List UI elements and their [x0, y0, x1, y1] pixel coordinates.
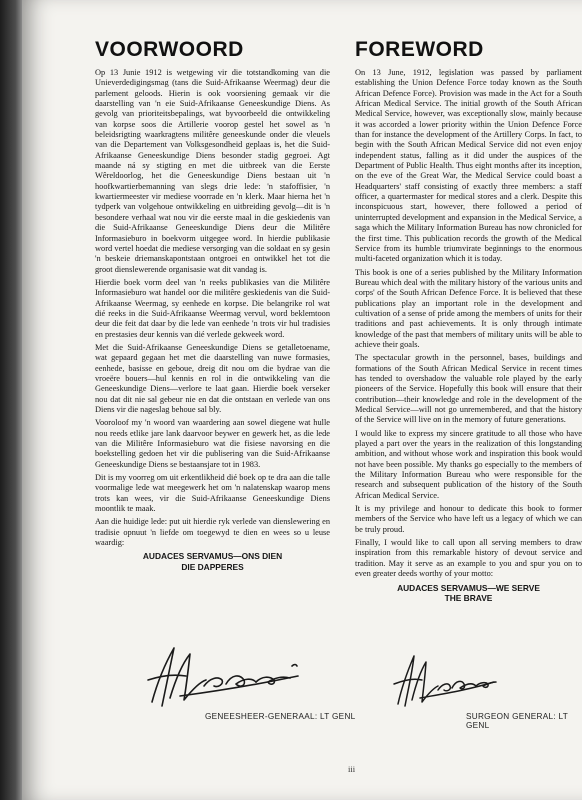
afrikaans-paragraph: Hierdie boek vorm deel van 'n reeks publikasies van die Militêre Informasieburo wat handel oor die militêre geskiedenis van die Suid-Afrikaanse Weermag, sy eenhede en korpse. Die belangrike rol wat dié reeks in die Suid-Afrikaanse Weermag vervul, word beklemtoon deur die feit dat daar by die lede van eenhede 'n trots vir hul tradisies en prestasies deur kennis van dié verlede gekweek word.: [95, 277, 330, 339]
english-paragraph: The spectacular growth in the personnel, bases, buildings and formations of the South African Medical Service in recent times has tended to overshadow the valuable role played by the early pioneers of the Service. Hopefully this book will ensure that their contribution—their knowledge and role in the development of the Medical Service—will not go unremembered, and that the history of the Service will live on in the memory of future generations.: [355, 353, 582, 425]
book-gutter-edge: [0, 0, 22, 800]
english-motto-line-1: AUDACES SERVAMUS—WE SERVE: [397, 582, 540, 593]
afrikaans-motto-line-2: DIE DAPPERES: [181, 561, 244, 572]
handwritten-signature-left: [140, 640, 310, 712]
afrikaans-motto-line-1: AUDACES SERVAMUS—ONS DIEN: [142, 551, 283, 562]
english-title: FOREWORD: [355, 38, 484, 61]
afrikaans-paragraph: Aan die huidige lede: put uit hierdie ryk verlede van dienslewering en tradisie opnuut 'n liefde om toegewyd te dien en wees so u leuse waardig:: [95, 517, 330, 548]
afrikaans-foreword-column: [95, 38, 330, 572]
afrikaans-body: [95, 68, 330, 548]
page-number: iii: [348, 764, 356, 774]
afrikaans-paragraph: Met die Suid-Afrikaanse Geneeskundige Diens se getalletoename, wat gepaard gegaan het met die daarstelling van nuwe formasies, eenhede, basisse en geboue, dreig dit nou om die bydrae van die vroeëre bouers—hul kennis en rol in die ontwikkeling van die Geneeskundige Diens—verlore te laat gaan. Hierdie boek verseker nou dat dit nie sal gebeur nie en dat die ontstaan en verlede van ons Diens vir die nageslag behoue sal bly.: [95, 342, 330, 414]
english-paragraph: On 13 June, 1912, legislation was passed by parliament establishing the Union Defence Force today known as the South African Defence Force). Provision was made in the Act for a South African Medical Service. The initial growth of the South African Medical Service, however, was exceptionally slow, mainly because it was accorded a lower priority within the Union Defence Force than for instance the development of the Artillery Corps. In fact, to begin with the South African Medical Service did not even enjoy independent status, falling as it did under the auspices of the Department of Public Health. Thus eight months after its inception, on the eve of the Great War, the Medical Service could boast a Headquarters' staff consisting of exactly three members: a staff officer, a quartermaster for medical stores and a clerk. Despite this inconspicuous start, however, there followed a period of uninterrupted development and expansion in the Medical Service, a saga which the Military Information Bureau has now chronicled for the first time. This publication records the growth of the Medical Service from its humble triumvirate beginnings to the enormous multi-faceted organization which it is today.: [355, 68, 582, 264]
english-foreword-column: [355, 38, 582, 604]
afrikaans-motto: [95, 551, 330, 572]
english-paragraph: It is my privilege and honour to dedicate this book to former members of the Service who have left us a legacy of which we can be truly proud.: [355, 504, 582, 534]
english-motto-line-2: THE BRAVE: [444, 593, 493, 603]
english-motto: [355, 583, 582, 604]
english-body: [355, 68, 582, 580]
english-signer-title: SURGEON GENERAL: LT GENL: [466, 712, 568, 730]
afrikaans-paragraph: Op 13 Junie 1912 is wetgewing vir die totstandkoming van die Unieverdedigingsmag (tans die Suid-Afrikaanse Weermag) deur die parlement geloods. Hierin is ook voorsiening gemaak vir die daarstelling van 'n eie Suid-Afrikaanse Geneeskundige Diens. As gevolg van prioriteitsbepalings, wat byvoorbeeld die ontwikkeling van korpse soos die Artillerie voorop gestel het sowel as 'n beleidsrigting waarkragtens militêre geneeskunde onder die vleuels van die Departement van Volksgesondheid geplaas is, het die Suid-Afrikaanse Geneeskundige Diens besonder stadig gegroei. Agt maande ná sy stigting en met die uitbreek van die Eerste Wêreldoorlog, het die Geneeskundige Diens bestaan uit 'n hoofkwartierbemanning van slegs drie lede: 'n stafoffisier, 'n kwartiermeester vir mediese voorrade en 'n klerk. Maar hierna het 'n tydperk van volgehoue ontwikkeling en uitbreiding gevolg—dit is 'n besondere verhaal wat nou vir die eerste maal in die geskiedenis van die Suid-Afrikaanse Geneeskundige Diens deur die Militêre Informasieburo in boekvorm uitgegee word. In hierdie publikasie word vertel hoedat die mediese versorging van die soldaat en sy gesin 'n beskeie driemanskapontstaan ontgroei en ontwikkel het tot die groot dienslewerende organisasie wat dit vandag is.: [95, 68, 330, 274]
english-paragraph: This book is one of a series published by the Military Information Bureau which deal with the military history of the various units and corps' of the South African Defence Force. It is believed that these publications play an important role in the development and cultivation of a sense of pride among the members of units for their traditions and past achievements. It is only through intimate knowledge of the past that members of military units will be able to achieve their goals.: [355, 267, 582, 349]
english-paragraph: I would like to express my sincere gratitude to all those who have played a part over the years in the realization of this longstanding ambition, and without whose work and inspiration this book would not have been possible. My thanks go especially to the members of the Military Information Bureau who were responsible for the research and subsequent publication of the history of the South African Medical Service.: [355, 428, 582, 500]
handwritten-signature-right: [390, 648, 500, 710]
english-paragraph: Finally, I would like to call upon all serving members to draw inspiration from this remarkable history of devout service and tradition. May it serve as an example to you and spur you on to even greater deeds worthy of your motto:: [355, 538, 582, 579]
afrikaans-signer-title: GENEESHEER-GENERAAL: LT GENL: [205, 712, 356, 721]
afrikaans-paragraph: Vooroloof my 'n woord van waardering aan sowel diegene wat hulle nou reeds etlike jare lank daarvoor beywer en gewerk het, as die lede van die Militêre Informasieburo wat die fisiese navorsing en die boekstelling gedoen het vir die publisering van die Suid-Afrikaanse Geneeskundige Diens se bestaansjare tot in 1983.: [95, 418, 330, 469]
afrikaans-paragraph: Dit is my voorreg om uit erkentlikheid dié boek op te dra aan die talle voormalige lede wat meegewerk het om 'n nalatenskap waarop mens trots kan wees, vir die Suid-Afrikaanse Geneeskundige Diens moontlik te maak.: [95, 473, 330, 514]
afrikaans-title: VOORWOORD: [95, 38, 244, 61]
